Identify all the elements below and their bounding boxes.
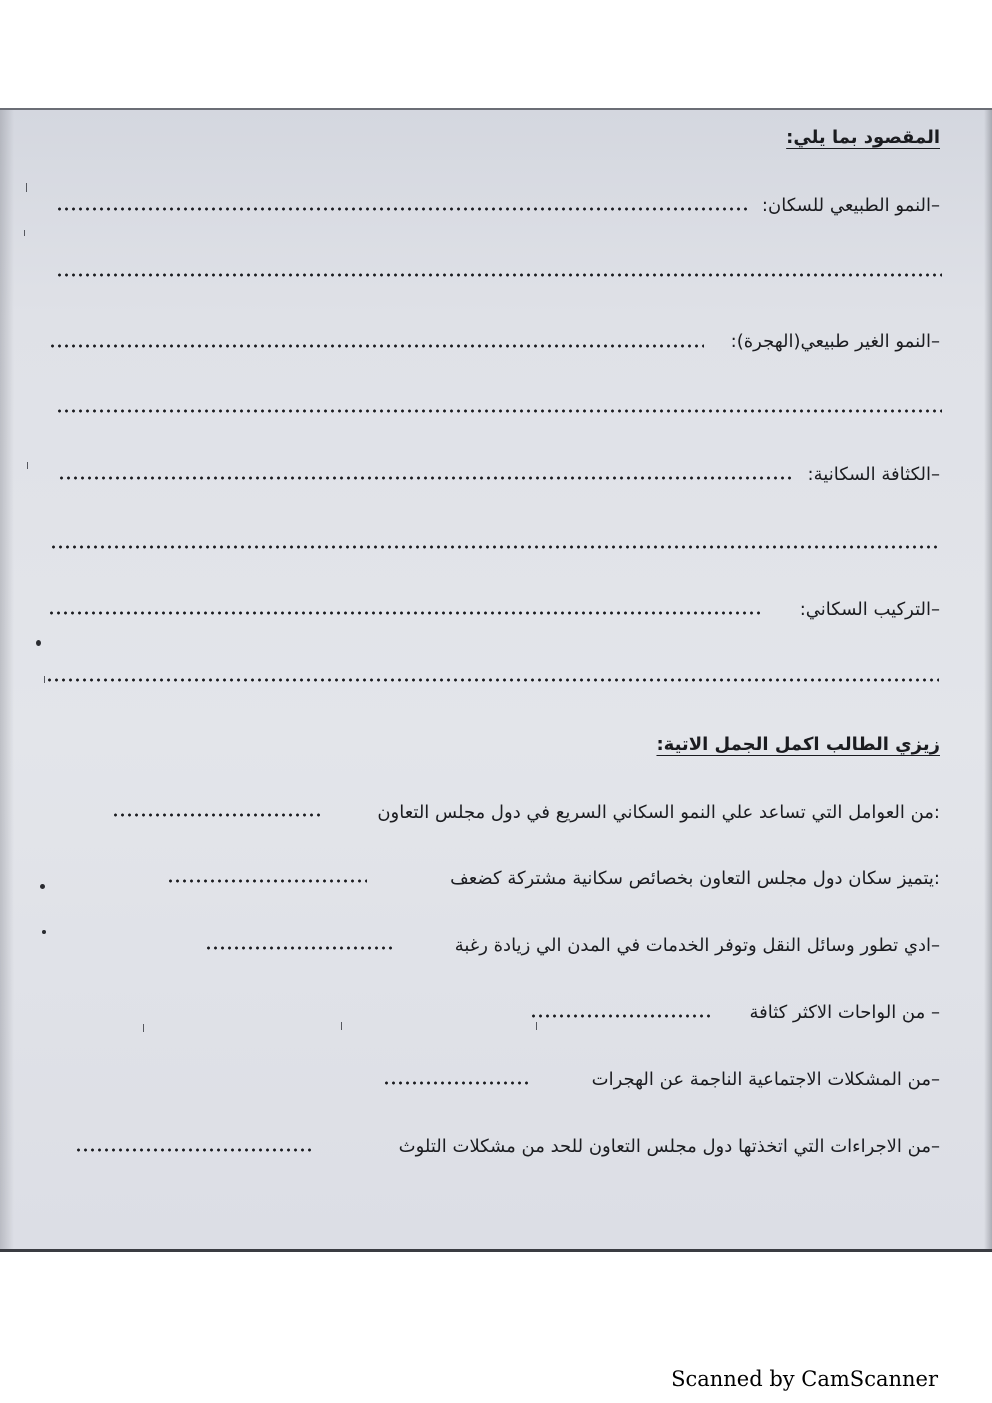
answer-dots <box>205 945 395 951</box>
definition-term-natural-growth: –النمو الطبيعي للسكان: <box>761 195 940 216</box>
answer-dots <box>48 610 761 616</box>
scan-mark <box>24 230 25 236</box>
answer-dots <box>49 343 704 349</box>
scan-mark <box>44 676 45 683</box>
scan-mark <box>27 462 28 469</box>
scan-mark <box>536 1022 537 1030</box>
scan-mark <box>341 1022 342 1030</box>
completion-sentence: :يتميز سكان دول مجلس التعاون بخصائص سكانية مشتركة كضعف <box>450 868 940 889</box>
answer-dots <box>50 544 938 550</box>
camscanner-watermark: Scanned by CamScanner <box>671 1367 938 1391</box>
completion-sentence: –من المشكلات الاجتماعية الناجمة عن الهجرات <box>591 1069 940 1090</box>
scan-mark <box>26 183 27 192</box>
answer-dots <box>167 878 367 884</box>
scan-speck <box>36 640 41 646</box>
answer-dots <box>75 1147 315 1153</box>
completion-heading: زيزي الطالب اكمل الجمل الاتية: <box>656 734 940 755</box>
definition-term-migration: –النمو الغير طبيعي(الهجرة): <box>730 331 940 352</box>
completion-sentence: –ادي تطور وسائل النقل وتوفر الخدمات في المدن الي زيادة رغبة <box>454 935 940 956</box>
scan-speck <box>42 930 46 934</box>
answer-dots <box>56 206 748 212</box>
completion-sentence: :من العوامل التي تساعد علي النمو السكاني السريع في دول مجلس التعاون <box>377 802 940 823</box>
completion-sentence: –من الاجراءات التي اتخذتها دول مجلس التعاون للحد من مشكلات التلوث <box>398 1136 940 1157</box>
scan-speck <box>40 884 45 889</box>
answer-dots <box>383 1080 531 1086</box>
answer-dots <box>56 408 942 414</box>
answer-dots <box>58 475 791 481</box>
definition-term-structure: –التركيب السكاني: <box>799 599 940 620</box>
page-right-shadow <box>984 110 992 1249</box>
answer-dots <box>530 1013 710 1019</box>
definitions-heading: المقصود بما يلي: <box>786 127 940 148</box>
answer-dots <box>56 272 942 278</box>
scan-mark <box>143 1024 144 1032</box>
completion-sentence: – من الواحات الاكثر كثافة <box>749 1002 940 1023</box>
page-left-shadow <box>0 110 14 1249</box>
answer-dots <box>112 812 322 818</box>
answer-dots <box>46 677 939 683</box>
definition-term-density: –الكثافة السكانية: <box>807 464 940 485</box>
